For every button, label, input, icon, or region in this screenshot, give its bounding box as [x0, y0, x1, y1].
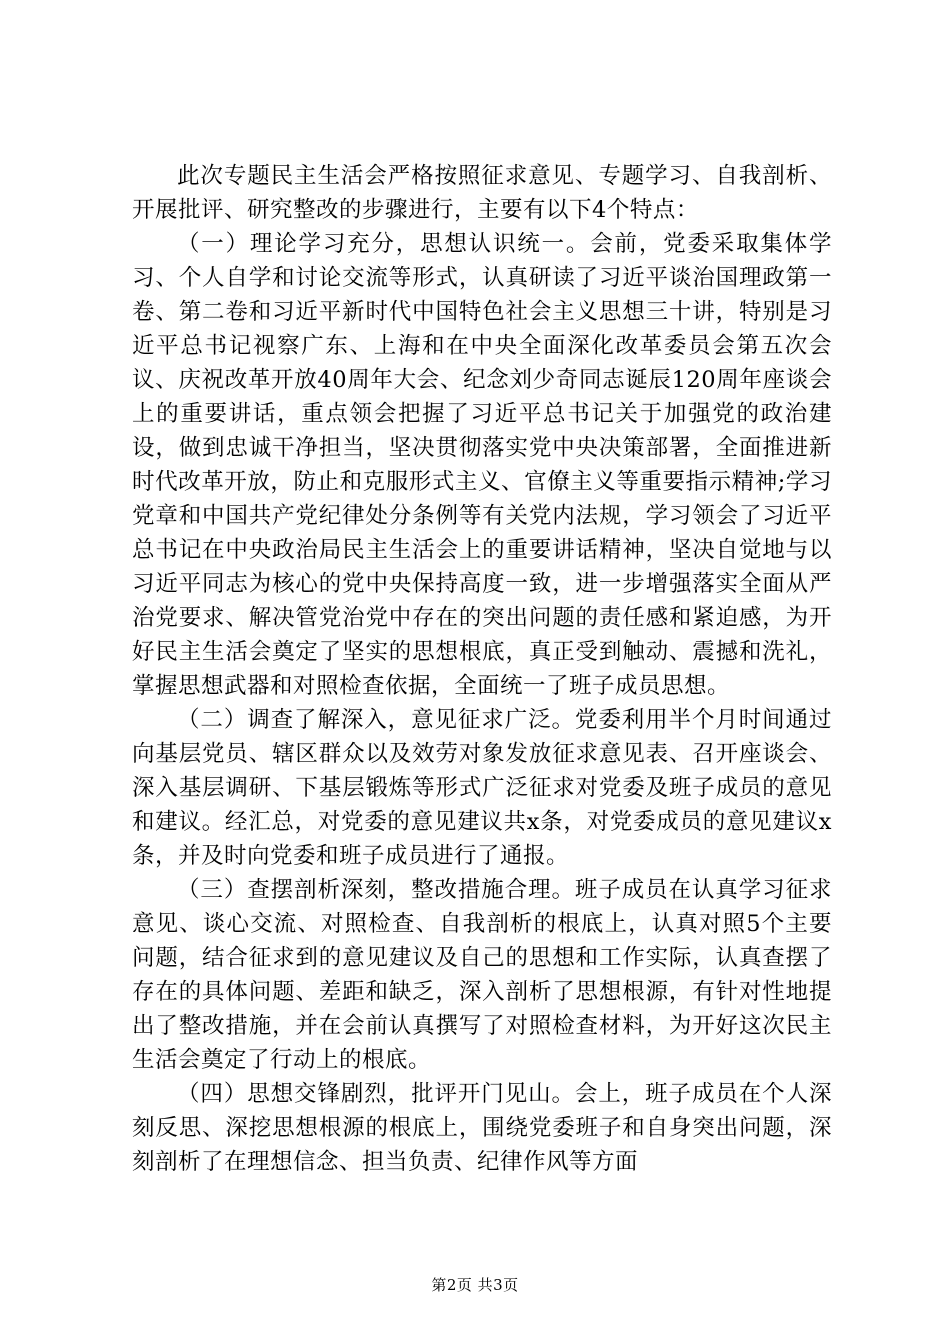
paragraph-theory-study: （一）理论学习充分，思想认识统一。会前，党委采取集体学习、个人自学和讨论交流等形式，认真研读了习近平谈治国理政第一卷、第二卷和习近平新时代中国特色社会主义思想三十讲，特别是习近平总书记视察广东、上海和在中央全面深化改革委员会第五次会议、庆祝改革开放40周年大会、纪念刘少奇同志诞辰120周年座谈会上的重要讲话，重点领会把握了习近平总书记关于加强党的政治建设，做到忠诚干净担当，坚决贯彻落实党中央决策部署，全面推进新时代改革开放，防止和克服形式主义、官僚主义等重要指示精神;学习党章和中国共产党纪律处分条例等有关党内法规，学习领会了习近平总书记在中央政治局民主生活会上的重要讲话精神，坚决自觉地与以习近平同志为核心的党中央保持高度一致，进一步增强落实全面从严治党要求、解决管党治党中存在的突出问题的责任感和紧迫感，为开好民主生活会奠定了坚实的思想根底，真正受到触动、震撼和洗礼，掌握思想武器和对照检查依据，全面统一了班子成员思想。	[132, 231, 832, 699]
page-number-footer: 第2页 共3页	[431, 1276, 519, 1294]
document-body	[132, 159, 832, 1179]
paragraph-criticism: （四）思想交锋剧烈，批评开门见山。会上，班子成员在个人深刻反思、深挖思想根源的根底上，围绕党委班子和自身突出问题，深刻剖析了在理想信念、担当负责、纪律作风等方面	[132, 1081, 832, 1175]
paragraph-intro: 此次专题民主生活会严格按照征求意见、专题学习、自我剖析、开展批评、研究整改的步骤进行，主要有以下4个特点：	[132, 163, 832, 223]
paragraph-survey-opinions: （二）调查了解深入，意见征求广泛。党委利用半个月时间通过向基层党员、辖区群众以及效劳对象发放征求意见表、召开座谈会、深入基层调研、下基层锻炼等形式广泛征求对党委及班子成员的意见和建议。经汇总，对党委的意见建议共x条，对党委成员的意见建议x条，并及时向党委和班子成员进行了通报。	[132, 707, 832, 869]
paragraph-self-analysis: （三）查摆剖析深刻，整改措施合理。班子成员在认真学习征求意见、谈心交流、对照检查、自我剖析的根底上，认真对照5个主要问题，结合征求到的意见建议及自己的思想和工作实际，认真查摆了存在的具体问题、差距和缺乏，深入剖析了思想根源，有针对性地提出了整改措施，并在会前认真撰写了对照检查材料，为开好这次民主生活会奠定了行动上的根底。	[132, 877, 832, 1073]
